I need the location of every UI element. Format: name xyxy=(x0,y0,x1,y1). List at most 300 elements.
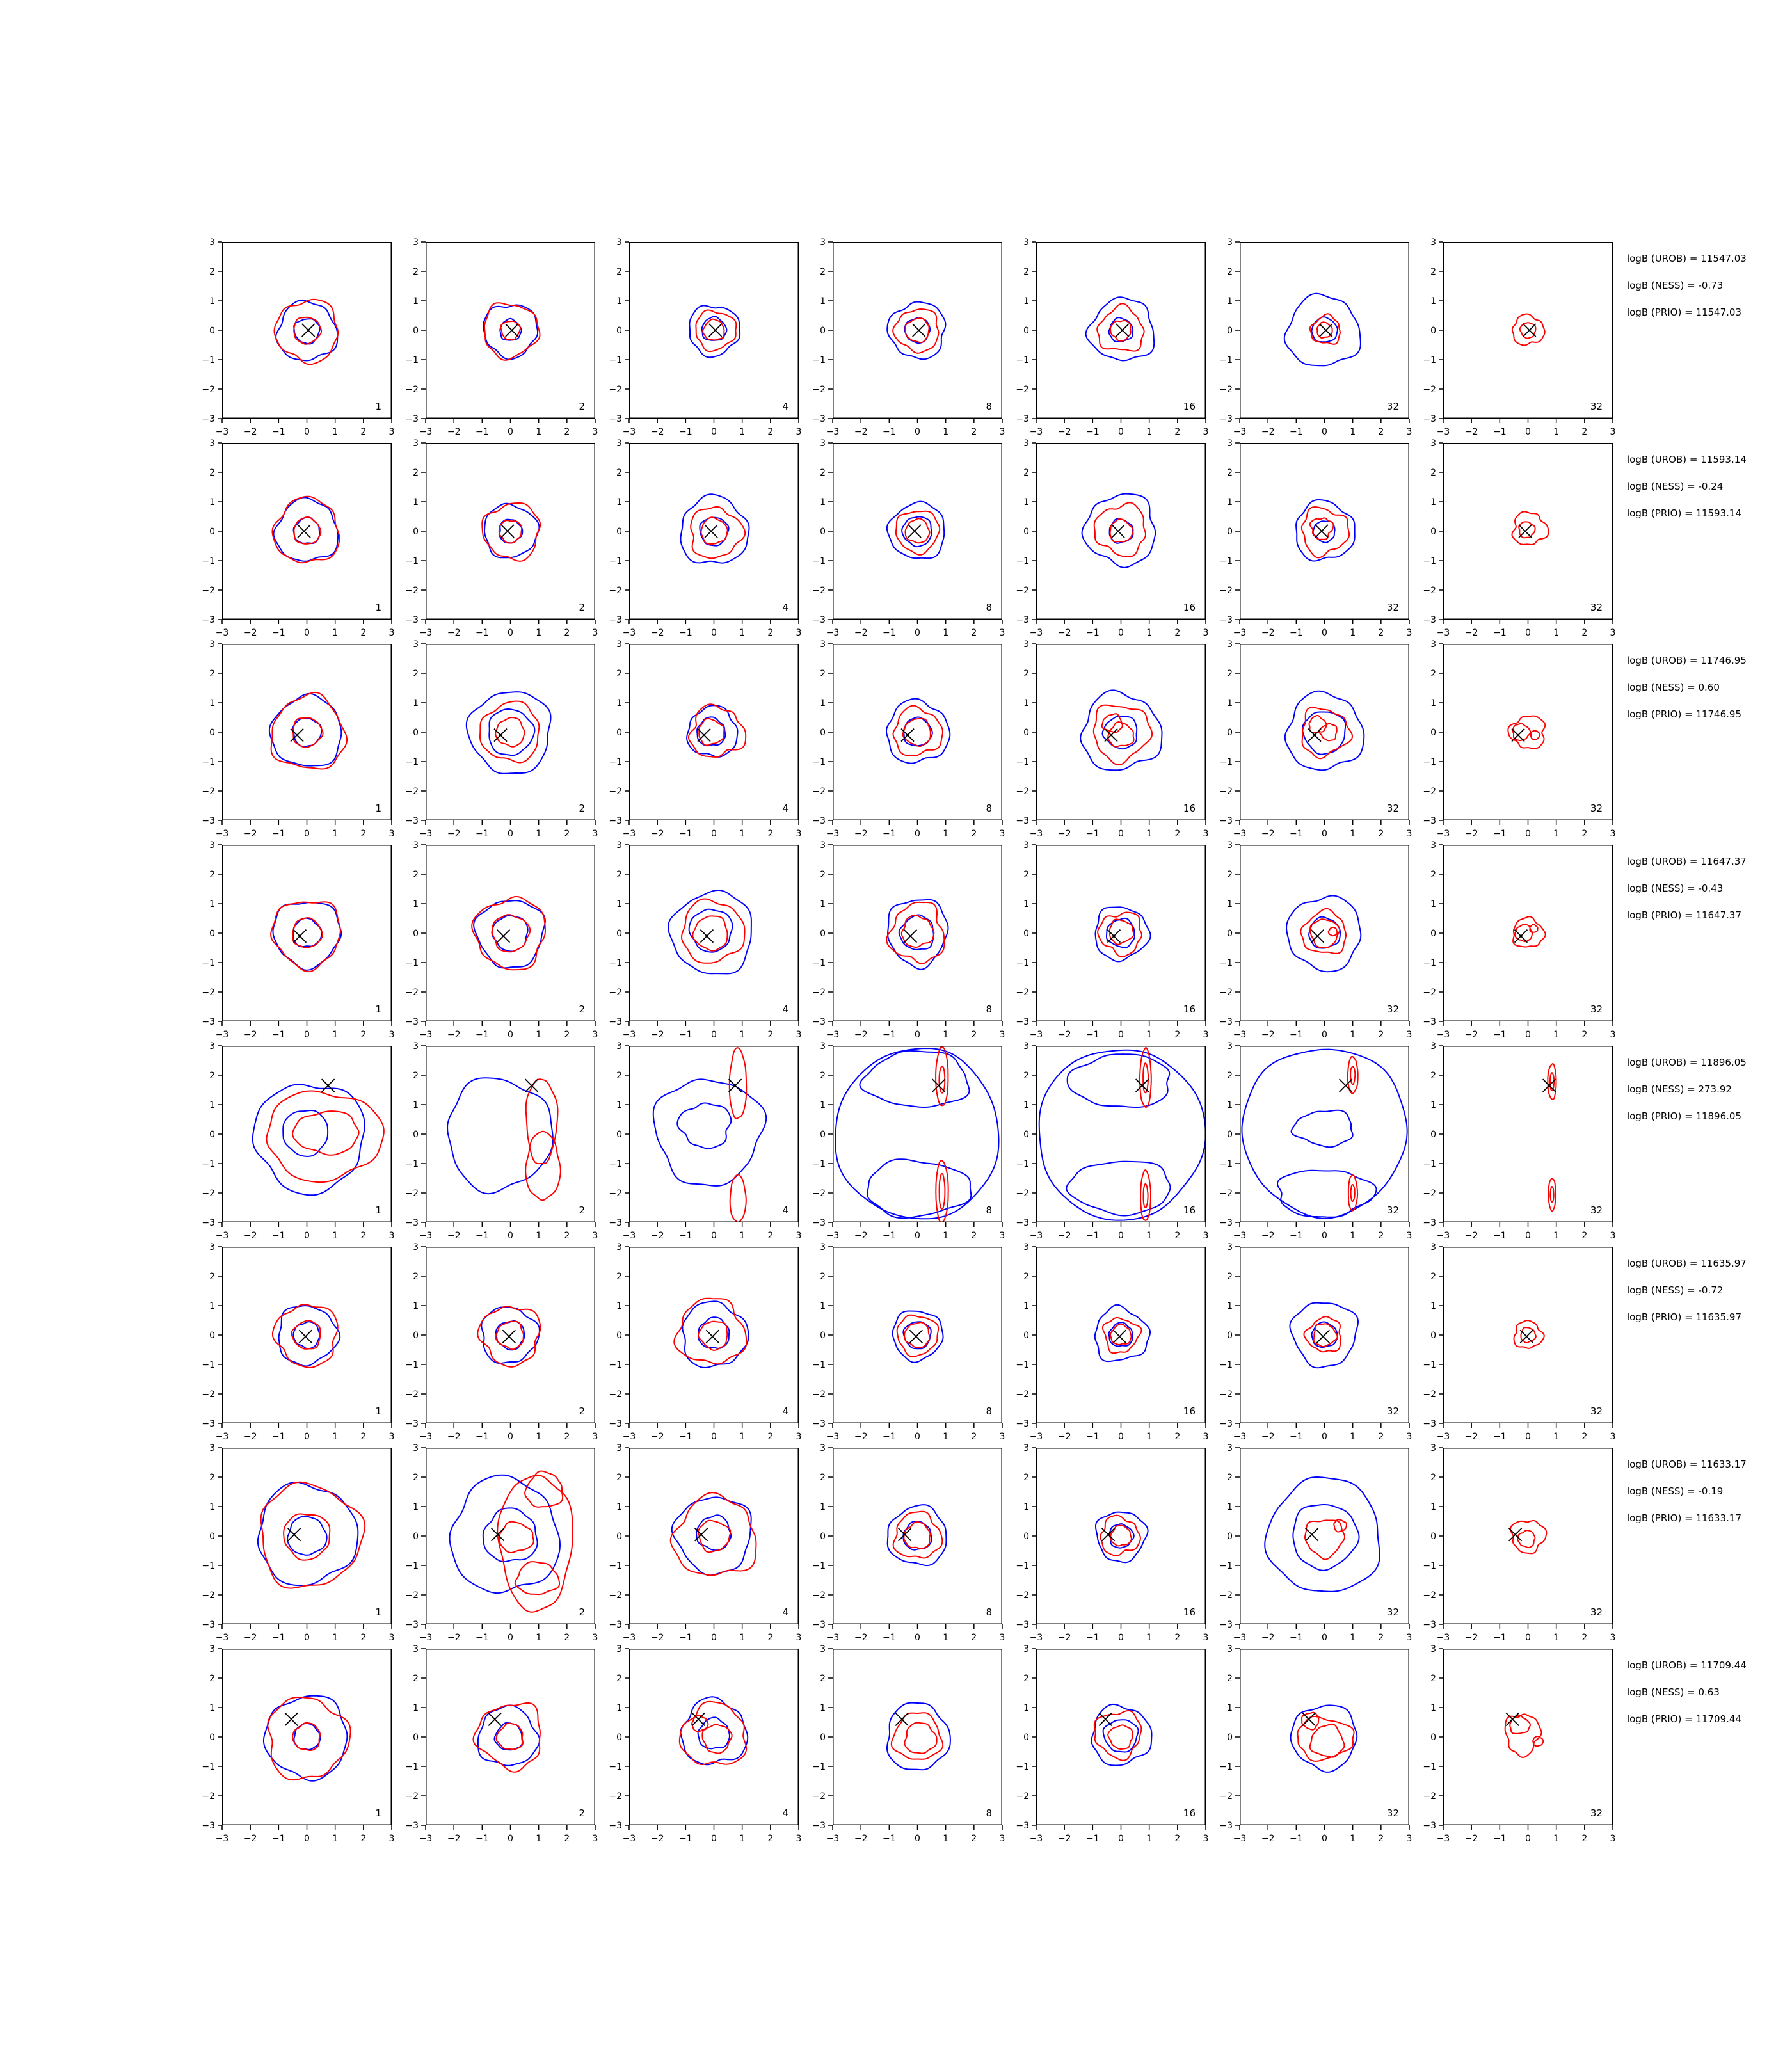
logb-ness-label: logB (NESS) = -0.24 xyxy=(1627,481,1724,492)
x-tick-label: −1 xyxy=(679,1030,692,1040)
x-tick-label: −1 xyxy=(1290,1030,1303,1040)
x-tick-label: 3 xyxy=(1203,1432,1209,1442)
x-tick-label: −2 xyxy=(650,1633,664,1643)
y-tick-label: −3 xyxy=(1016,1821,1029,1831)
axes-spines xyxy=(223,845,392,1021)
y-tick-label: −3 xyxy=(202,1017,215,1027)
x-tick-label: −3 xyxy=(622,427,636,437)
x-marker xyxy=(502,1330,515,1343)
contour-layer xyxy=(674,1299,748,1368)
x-tick-label: 3 xyxy=(1203,829,1209,839)
x-tick-label: −2 xyxy=(650,1432,664,1442)
x-marker xyxy=(285,1713,298,1725)
x-tick-label: 0 xyxy=(304,427,310,437)
y-tick-label: −2 xyxy=(1219,1188,1233,1199)
y-tick-label: −2 xyxy=(405,586,419,596)
x-tick-label: −3 xyxy=(622,1432,636,1442)
y-tick-label: 1 xyxy=(209,296,215,307)
red-contour xyxy=(1097,303,1144,351)
contour-layer xyxy=(269,692,347,769)
axes-spines xyxy=(1037,444,1206,620)
sample-size-label: 2 xyxy=(579,1807,585,1819)
y-tick-label: 2 xyxy=(1227,669,1233,679)
y-tick-label: 3 xyxy=(1430,1242,1436,1252)
y-tick-label: −2 xyxy=(609,385,622,395)
y-tick-label: 1 xyxy=(616,698,622,708)
y-tick-label: −1 xyxy=(1016,1360,1029,1370)
y-tick-label: −3 xyxy=(812,1017,826,1027)
y-tick-label: −1 xyxy=(1423,757,1436,767)
x-tick-label: 1 xyxy=(536,1633,542,1643)
y-tick-label: −3 xyxy=(1016,1218,1029,1228)
x-tick-label: 1 xyxy=(332,1030,339,1040)
x-tick-label: −1 xyxy=(272,1834,285,1844)
x-tick-label: 0 xyxy=(1118,829,1124,839)
red-contour xyxy=(682,899,744,963)
x-tick-label: 2 xyxy=(564,1432,570,1442)
x-tick-label: 0 xyxy=(711,1432,717,1442)
y-tick-label: 3 xyxy=(1227,1242,1233,1252)
sample-size-label: 32 xyxy=(1590,1807,1603,1819)
x-tick-label: −3 xyxy=(215,1231,229,1241)
x-tick-label: −2 xyxy=(243,1030,257,1040)
axes-spines xyxy=(426,444,595,620)
subplot-r2c4 xyxy=(799,438,1011,648)
x-tick-label: 1 xyxy=(943,628,949,638)
x-marker xyxy=(525,1079,538,1092)
y-tick-label: 0 xyxy=(1227,1532,1233,1542)
subplot-r3c2 xyxy=(392,639,604,849)
y-tick-label: 1 xyxy=(1023,1502,1029,1512)
x-tick-label: 2 xyxy=(360,1231,367,1241)
x-tick-label: −2 xyxy=(243,628,257,638)
x-tick-label: 3 xyxy=(592,829,598,839)
x-marker xyxy=(1105,729,1117,742)
y-tick-label: 1 xyxy=(413,1502,419,1512)
x-tick-label: −1 xyxy=(476,1633,489,1643)
x-tick-label: −2 xyxy=(1057,628,1071,638)
x-tick-label: 0 xyxy=(711,427,717,437)
red-contour xyxy=(261,1482,365,1588)
x-tick-label: −3 xyxy=(1029,829,1043,839)
y-tick-label: −1 xyxy=(1423,1561,1436,1571)
x-tick-label: 2 xyxy=(767,1834,774,1844)
axes-spines xyxy=(1240,444,1409,620)
x-tick-label: 2 xyxy=(360,427,367,437)
red-contour xyxy=(893,706,943,756)
y-tick-label: 1 xyxy=(1430,698,1436,708)
blue-contour xyxy=(893,1311,943,1363)
x-tick-label: 3 xyxy=(388,1231,395,1241)
subplot-r2c3 xyxy=(596,438,808,648)
x-tick-label: −2 xyxy=(1261,1432,1275,1442)
x-tick-label: 0 xyxy=(508,427,513,437)
y-tick-label: −3 xyxy=(1423,1620,1436,1630)
y-tick-label: −3 xyxy=(609,1017,622,1027)
axes-spines xyxy=(833,444,1002,620)
x-tick-label: 0 xyxy=(915,1231,920,1241)
x-tick-label: −1 xyxy=(679,628,692,638)
x-tick-label: 3 xyxy=(796,1030,802,1040)
x-tick-label: −3 xyxy=(826,1834,840,1844)
axes-spines xyxy=(1037,243,1206,419)
red-contour xyxy=(292,1111,359,1155)
y-tick-label: 3 xyxy=(820,438,826,449)
x-tick-label: 3 xyxy=(1610,427,1616,437)
y-tick-label: −1 xyxy=(609,757,622,767)
subplot-r1c5 xyxy=(1003,237,1215,447)
subplot-r7c4 xyxy=(799,1443,1011,1652)
contour-layer xyxy=(1509,1521,1547,1553)
red-contour xyxy=(497,1475,573,1612)
y-tick-label: 3 xyxy=(616,438,622,449)
x-tick-label: 0 xyxy=(304,1030,310,1040)
y-tick-label: 1 xyxy=(413,899,419,909)
blue-contour xyxy=(447,1078,553,1194)
axes-spines xyxy=(223,444,392,620)
x-tick-label: 1 xyxy=(1350,1030,1356,1040)
y-tick-label: 2 xyxy=(1227,1674,1233,1684)
contour-layer xyxy=(253,1079,384,1195)
x-tick-label: 0 xyxy=(1525,1231,1531,1241)
x-tick-label: 3 xyxy=(1406,1231,1412,1241)
x-tick-label: −3 xyxy=(826,829,840,839)
y-tick-label: 3 xyxy=(1430,438,1436,449)
x-tick-label: 0 xyxy=(304,628,310,638)
sample-size-label: 1 xyxy=(375,401,381,412)
x-tick-label: 0 xyxy=(915,1432,920,1442)
x-tick-label: 3 xyxy=(999,628,1005,638)
x-tick-label: 3 xyxy=(388,1834,395,1844)
y-tick-label: 0 xyxy=(1227,929,1233,939)
y-tick-label: 1 xyxy=(209,1301,215,1311)
y-tick-label: 2 xyxy=(1430,1272,1436,1282)
y-tick-label: 3 xyxy=(820,639,826,650)
axes-spines xyxy=(426,1448,595,1624)
y-tick-label: −1 xyxy=(202,355,215,365)
axes-spines xyxy=(426,845,595,1021)
axes-spines xyxy=(1444,1448,1613,1624)
x-tick-label: −1 xyxy=(1086,1834,1100,1844)
subplot-r2c6 xyxy=(1206,438,1418,648)
x-tick-label: −1 xyxy=(476,628,489,638)
axes-spines xyxy=(1444,1649,1613,1825)
sample-size-label: 1 xyxy=(375,1004,381,1015)
x-tick-label: −3 xyxy=(419,1030,433,1040)
x-tick-label: 2 xyxy=(1581,427,1588,437)
y-tick-label: 2 xyxy=(616,669,622,679)
subplot-r6c5 xyxy=(1003,1242,1215,1452)
axes-spines xyxy=(1037,1649,1206,1825)
x-tick-label: −1 xyxy=(1290,628,1303,638)
y-tick-label: 0 xyxy=(820,1331,826,1341)
y-tick-label: 3 xyxy=(616,1644,622,1654)
x-tick-label: 3 xyxy=(796,829,802,839)
x-tick-label: 0 xyxy=(1322,1432,1327,1442)
x-marker xyxy=(1520,1330,1533,1343)
blue-contour xyxy=(294,918,322,947)
y-tick-label: −3 xyxy=(1423,414,1436,424)
x-tick-label: −3 xyxy=(622,1231,636,1241)
x-tick-label: −2 xyxy=(1261,1633,1275,1643)
sample-size-label: 4 xyxy=(782,401,788,412)
subplot-r4c6 xyxy=(1206,840,1418,1050)
y-tick-label: 0 xyxy=(209,1532,215,1542)
x-tick-label: 1 xyxy=(943,1834,949,1844)
x-tick-label: −1 xyxy=(1086,628,1100,638)
y-tick-label: 1 xyxy=(1227,497,1233,508)
contour-layer xyxy=(887,302,945,360)
y-tick-label: −3 xyxy=(812,816,826,826)
logb-ness-label: logB (NESS) = -0.19 xyxy=(1627,1485,1724,1497)
y-tick-label: −1 xyxy=(1219,958,1233,968)
x-tick-label: −3 xyxy=(419,628,433,638)
subplot-r5c1 xyxy=(189,1041,401,1251)
x-marker xyxy=(1316,1330,1329,1343)
x-tick-label: 2 xyxy=(564,1633,570,1643)
red-contour xyxy=(886,902,944,964)
x-tick-label: −1 xyxy=(272,1030,285,1040)
contour-layer xyxy=(273,497,340,563)
blue-contour xyxy=(258,1482,358,1585)
x-tick-label: −1 xyxy=(476,1432,489,1442)
x-tick-label: −1 xyxy=(272,1633,285,1643)
y-tick-label: 1 xyxy=(413,698,419,708)
x-tick-label: −2 xyxy=(243,1633,257,1643)
x-tick-label: 1 xyxy=(332,1432,339,1442)
red-contour xyxy=(271,902,340,972)
x-tick-label: 3 xyxy=(388,1633,395,1643)
red-contour xyxy=(484,303,540,360)
red-contour xyxy=(500,1522,534,1553)
y-tick-label: −3 xyxy=(405,816,419,826)
y-tick-label: 0 xyxy=(1023,1532,1029,1542)
y-tick-label: 2 xyxy=(616,870,622,880)
y-tick-label: −1 xyxy=(1016,757,1029,767)
y-tick-label: 3 xyxy=(616,1041,622,1052)
x-marker xyxy=(1308,729,1321,742)
x-tick-label: −1 xyxy=(1086,1633,1100,1643)
y-tick-label: −3 xyxy=(609,1821,622,1831)
y-tick-label: 0 xyxy=(820,728,826,738)
x-tick-label: −3 xyxy=(1436,628,1450,638)
contour-layer xyxy=(1092,1704,1152,1766)
x-tick-label: −2 xyxy=(650,1834,664,1844)
red-contour xyxy=(1329,927,1338,936)
y-tick-label: −3 xyxy=(1219,615,1233,625)
x-tick-label: 3 xyxy=(999,1834,1005,1844)
contour-layer xyxy=(482,503,540,561)
contour-layer xyxy=(1512,314,1545,346)
y-tick-label: −3 xyxy=(405,1419,419,1429)
x-tick-label: 0 xyxy=(711,1633,717,1643)
x-tick-label: 0 xyxy=(915,1633,920,1643)
x-tick-label: −2 xyxy=(447,1030,461,1040)
y-tick-label: 1 xyxy=(1430,296,1436,307)
y-tick-label: 2 xyxy=(616,267,622,277)
contour-layer xyxy=(689,306,740,358)
x-tick-label: 2 xyxy=(1174,1633,1181,1643)
contour-layer xyxy=(1265,1477,1380,1592)
y-tick-label: 2 xyxy=(209,1674,215,1684)
x-tick-label: 0 xyxy=(508,1633,513,1643)
contour-layer xyxy=(887,1703,950,1770)
subplot-r3c6 xyxy=(1206,639,1418,849)
logb-ness-label: logB (NESS) = -0.43 xyxy=(1627,883,1724,894)
x-tick-label: 2 xyxy=(1581,628,1588,638)
x-tick-label: 3 xyxy=(1610,1432,1616,1442)
x-tick-label: 3 xyxy=(1203,628,1209,638)
x-tick-label: 1 xyxy=(943,1030,949,1040)
logb-prio-label: logB (PRIO) = 11647.37 xyxy=(1627,909,1742,921)
y-tick-label: −3 xyxy=(812,414,826,424)
logb-urob-label: logB (UROB) = 11746.95 xyxy=(1627,655,1747,666)
y-tick-label: −2 xyxy=(1219,1590,1233,1601)
y-tick-label: −1 xyxy=(609,958,622,968)
x-tick-label: −3 xyxy=(622,1030,636,1040)
subplot-r1c3 xyxy=(596,237,808,447)
y-tick-label: −1 xyxy=(405,958,419,968)
subplot-r4c4 xyxy=(799,840,1011,1050)
x-tick-label: 2 xyxy=(360,829,367,839)
y-tick-label: −3 xyxy=(609,1419,622,1429)
red-contour xyxy=(1110,919,1133,944)
x-tick-label: −3 xyxy=(1436,1432,1450,1442)
y-tick-label: −2 xyxy=(1423,385,1436,395)
y-tick-label: −2 xyxy=(405,988,419,998)
x-tick-label: 1 xyxy=(1553,628,1560,638)
y-tick-label: 2 xyxy=(413,1473,419,1483)
subplot-r8c2 xyxy=(392,1644,604,1853)
subplot-r1c1 xyxy=(189,237,401,447)
subplot-r2c5 xyxy=(1003,438,1215,648)
x-tick-label: 3 xyxy=(592,1432,598,1442)
y-tick-label: 2 xyxy=(1227,870,1233,880)
axes-spines xyxy=(1444,1046,1613,1222)
y-tick-label: −1 xyxy=(1016,556,1029,566)
y-tick-label: −1 xyxy=(1219,556,1233,566)
axes-spines xyxy=(1444,845,1613,1021)
axes-spines xyxy=(426,1649,595,1825)
y-tick-label: 0 xyxy=(820,1732,826,1743)
x-tick-label: −3 xyxy=(1233,1633,1247,1643)
x-tick-label: 1 xyxy=(1553,1030,1560,1040)
y-tick-label: −1 xyxy=(1423,1159,1436,1169)
x-tick-label: 2 xyxy=(1378,1231,1384,1241)
x-marker xyxy=(293,930,306,943)
contour-layer xyxy=(1039,1048,1206,1220)
x-tick-label: −3 xyxy=(826,628,840,638)
x-tick-label: 0 xyxy=(304,1432,310,1442)
x-marker xyxy=(1302,1713,1315,1725)
contour-layer xyxy=(447,1078,561,1200)
red-contour xyxy=(1140,1170,1151,1220)
y-tick-label: 2 xyxy=(616,1071,622,1081)
y-tick-label: 1 xyxy=(413,1703,419,1713)
y-tick-label: 0 xyxy=(1227,1732,1233,1743)
x-tick-label: −1 xyxy=(679,1432,692,1442)
x-marker xyxy=(1102,1528,1115,1541)
red-contour xyxy=(1348,1057,1358,1094)
x-tick-label: 3 xyxy=(796,628,802,638)
red-contour xyxy=(893,1512,943,1558)
contour-layer xyxy=(467,692,551,774)
logb-urob-label: logB (UROB) = 11635.97 xyxy=(1627,1258,1747,1269)
x-tick-label: −3 xyxy=(826,1030,840,1040)
contour-layer xyxy=(1512,512,1549,545)
logb-urob-label: logB (UROB) = 11633.17 xyxy=(1627,1459,1747,1470)
sample-size-label: 16 xyxy=(1183,602,1196,613)
y-tick-label: −1 xyxy=(1016,355,1029,365)
x-tick-label: 3 xyxy=(999,1231,1005,1241)
red-contour xyxy=(1094,1711,1142,1761)
x-tick-label: 2 xyxy=(360,1633,367,1643)
axes-spines xyxy=(630,845,799,1021)
y-tick-label: 0 xyxy=(1023,527,1029,537)
y-tick-label: 3 xyxy=(616,1443,622,1453)
y-tick-label: −2 xyxy=(1423,1389,1436,1400)
sample-size-label: 8 xyxy=(986,602,992,613)
y-tick-label: 2 xyxy=(820,267,826,277)
x-marker xyxy=(895,1713,908,1725)
y-tick-label: −2 xyxy=(202,1389,215,1400)
subplot-r4c5 xyxy=(1003,840,1215,1050)
y-tick-label: 2 xyxy=(616,1473,622,1483)
x-tick-label: 2 xyxy=(767,829,774,839)
y-tick-label: −3 xyxy=(405,1821,419,1831)
x-tick-label: −2 xyxy=(854,1633,868,1643)
x-tick-label: −1 xyxy=(476,1231,489,1241)
y-tick-label: −1 xyxy=(405,355,419,365)
x-tick-label: −2 xyxy=(1057,427,1071,437)
y-tick-label: −1 xyxy=(1219,757,1233,767)
x-marker xyxy=(729,1079,742,1092)
subplot-r5c3 xyxy=(596,1041,808,1251)
y-tick-label: 3 xyxy=(209,438,215,449)
x-marker xyxy=(908,525,921,538)
y-tick-label: −2 xyxy=(1219,586,1233,596)
subplot-r6c7 xyxy=(1410,1242,1622,1452)
x-tick-label: 1 xyxy=(943,1231,949,1241)
blue-contour xyxy=(253,1084,365,1195)
y-tick-label: −2 xyxy=(1016,1389,1029,1400)
y-tick-label: 1 xyxy=(820,1502,826,1512)
x-tick-label: −1 xyxy=(476,427,489,437)
x-tick-label: 3 xyxy=(388,1432,395,1442)
red-contour xyxy=(893,309,938,353)
x-tick-label: −1 xyxy=(1493,1834,1507,1844)
x-tick-label: 0 xyxy=(508,829,513,839)
y-tick-label: −2 xyxy=(202,988,215,998)
x-tick-label: 0 xyxy=(711,1834,717,1844)
y-tick-label: 2 xyxy=(1430,1674,1436,1684)
blue-contour xyxy=(1293,1505,1359,1571)
x-tick-label: 3 xyxy=(388,1030,395,1040)
contour-layer xyxy=(1082,494,1156,568)
y-tick-label: 3 xyxy=(1227,1644,1233,1654)
y-tick-label: 1 xyxy=(616,1502,622,1512)
y-tick-label: −2 xyxy=(1219,1791,1233,1802)
y-tick-label: −3 xyxy=(609,816,622,826)
y-tick-label: 3 xyxy=(209,1443,215,1453)
y-tick-label: 3 xyxy=(616,639,622,650)
contour-layer xyxy=(671,1492,756,1575)
y-tick-label: −2 xyxy=(609,586,622,596)
x-tick-label: −3 xyxy=(826,1231,840,1241)
red-contour xyxy=(1348,1175,1357,1210)
x-tick-label: −3 xyxy=(419,829,433,839)
x-tick-label: 0 xyxy=(1118,1030,1124,1040)
